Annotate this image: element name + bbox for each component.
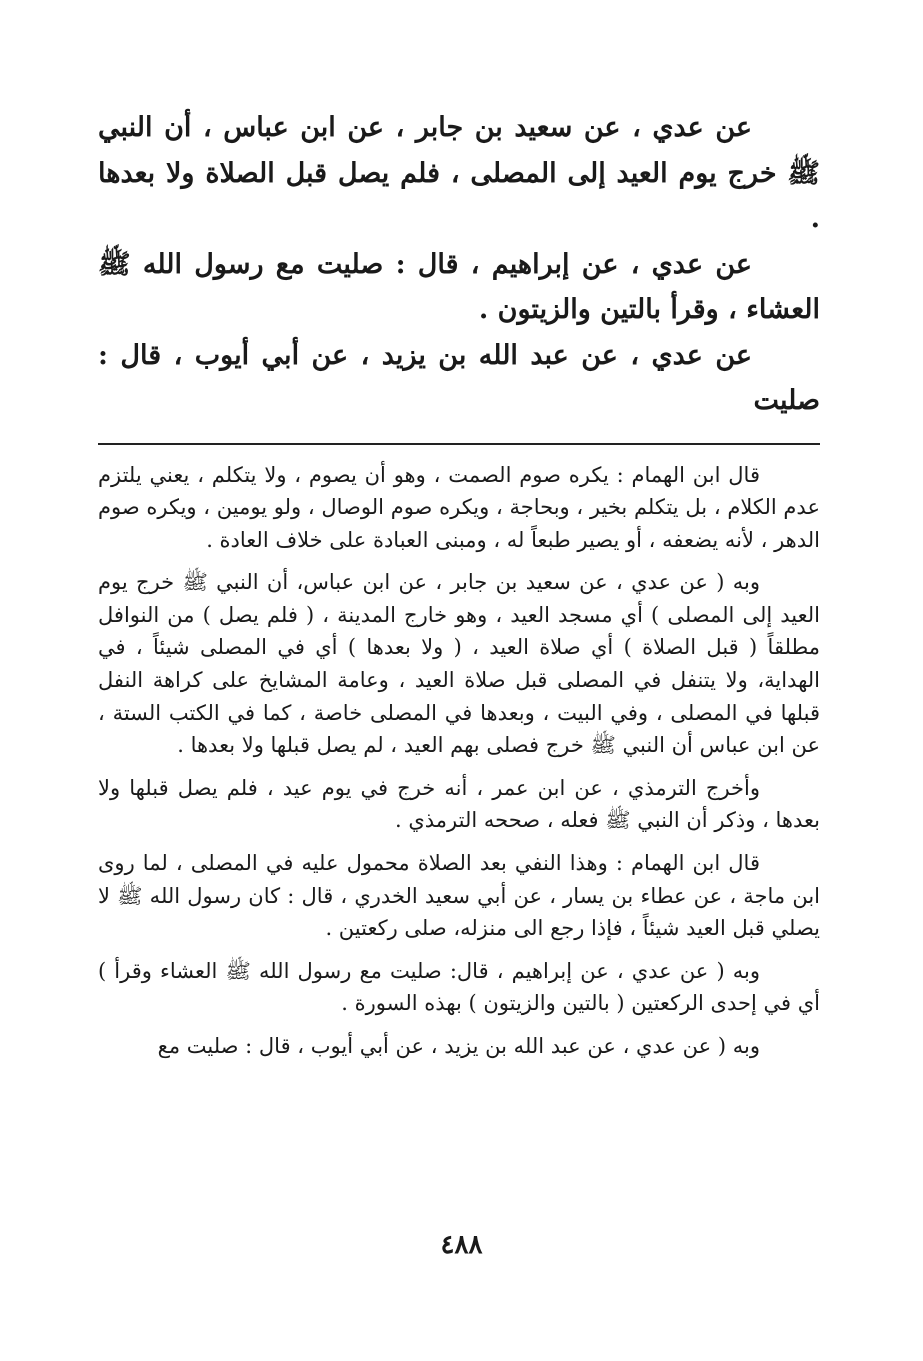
- separator-rule: [98, 443, 820, 445]
- main-paragraph: عن عدي ، عن عبد الله بن يزيد ، عن أبي أيوب ، قال : صليت: [98, 339, 820, 416]
- commentary-paragraph: وأخرج الترمذي ، عن ابن عمر ، أنه خرج في يوم عيد ، فلم يصل قبلها ولا بعدها ، وذكر أن النبي ﷺ فعله ، صححه الترمذي .: [98, 775, 820, 833]
- page-number: ٤٨٨: [440, 1230, 483, 1260]
- main-paragraph: عن عدي ، عن إبراهيم ، قال : صليت مع رسول الله ﷺ العشاء ، وقرأ بالتين والزيتون .: [98, 248, 820, 325]
- page-body: [98, 105, 820, 1073]
- commentary-paragraph: قال ابن الهمام : يكره صوم الصمت ، وهو أن يصوم ، ولا يتكلم ، يعني يلتزم عدم الكلام ، بل يتكلم بخير ، وبحاجة ، ويكره صوم الوصال ، ولو يومين ، ويكره صوم الدهر ، لأنه يضعفه ، أو يصير طبعاً له ، ومبنى العبادة على خلاف العادة .: [98, 462, 820, 552]
- main-text: [98, 105, 820, 424]
- commentary-paragraph: وبه ( عن عدي ، عن سعيد بن جابر ، عن ابن عباس، أن النبي ﷺ خرج يوم العيد إلى المصلى ) أي مسجد العيد ، وهو خارج المدينة ، ( فلم يصل ) من النوافل مطلقاً ( قبل الصلاة ) أي صلاة العيد ، ( ولا بعدها ) أي في المصلى شيئاً ، في الهداية، ولا يتنفل في المصلى قبل صلاة العيد ، وعامة المشايخ على كراهة النفل قبلها في المصلى ، وفي البيت ، وبعدها في المصلى خاصة ، كما في الكتب الستة ، عن ابن عباس أن النبي ﷺ خرج فصلى بهم العيد ، لم يصل قبلها ولا بعدها .: [98, 570, 820, 758]
- main-paragraph: عن عدي ، عن سعيد بن جابر ، عن ابن عباس ، أن النبي ﷺ خرج يوم العيد إلى المصلى ، فلم يصل قبل الصلاة ولا بعدها .: [98, 112, 820, 234]
- commentary-text: [98, 459, 820, 1063]
- commentary-paragraph: قال ابن الهمام : وهذا النفي بعد الصلاة محمول عليه في المصلى ، لما روى ابن ماجة ، عن عطاء بن يسار ، عن أبي سعيد الخدري ، قال : كان رسول الله ﷺ لا يصلي قبل العيد شيئاً ، فإذا رجع الى منزله، صلى ركعتين .: [98, 851, 820, 941]
- commentary-paragraph: وبه ( عن عدي ، عن عبد الله بن يزيد ، عن أبي أيوب ، قال : صليت مع: [157, 1034, 760, 1058]
- commentary-paragraph: وبه ( عن عدي ، عن إبراهيم ، قال: صليت مع رسول الله ﷺ العشاء وقرأ ) أي في إحدى الركعتين ( بالتين والزيتون ) بهذه السورة .: [98, 958, 820, 1016]
